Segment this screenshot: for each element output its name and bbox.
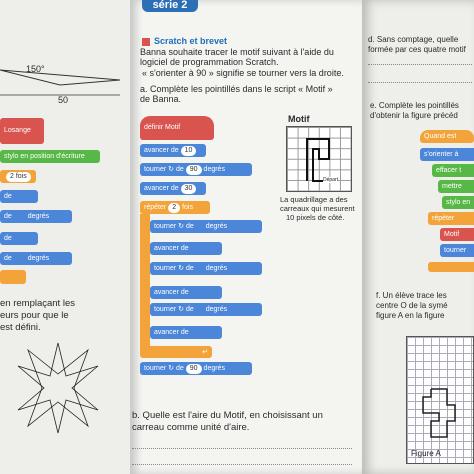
repeat-block [140, 201, 210, 214]
scratch-block: effacer t [432, 164, 474, 177]
value-pill: 2 fois [6, 172, 31, 182]
angle-label: 150° [26, 64, 45, 74]
scratch-text: est [446, 133, 457, 140]
scratch-block: tourner ↻ de 90 degrés [140, 362, 252, 375]
inner-block: tourner ↻ de degrés [150, 262, 262, 275]
inner-block [150, 242, 222, 255]
scratch-block [140, 144, 206, 157]
bullet-line: « s'orienter à 90 » signifie se tourner vers la droite. [142, 68, 344, 78]
motif-path [287, 127, 351, 191]
question-d-line: d. Sans comptage, quelle [368, 35, 459, 44]
scratch-text: degrés [205, 223, 228, 230]
inner-block: tourner ↻ de degrés [150, 220, 262, 233]
scratch-block [0, 252, 72, 265]
question-f-line: figure A en la figure [376, 311, 445, 320]
answer-line [132, 448, 352, 449]
intro-line: Banna souhaite tracer le motif suivant à l'aide du [140, 47, 334, 57]
scratch-block: de [0, 232, 38, 245]
scratch-text: de [4, 213, 12, 220]
exercise-title: Scratch et brevet [154, 36, 228, 46]
answer-line [368, 82, 472, 83]
scratch-text: degrés [203, 365, 225, 372]
scratch-text: de [185, 265, 194, 272]
value-pill: 10 [181, 146, 197, 156]
define-block: définir Motif [140, 116, 214, 140]
scratch-text: de [175, 166, 184, 173]
middle-page [130, 0, 362, 474]
scratch-text: avancer de [154, 289, 189, 296]
scratch-text: avancer de [144, 147, 179, 154]
scratch-text: degrés [203, 166, 225, 173]
scratch-block: de [0, 190, 38, 203]
scratch-block [140, 182, 206, 195]
question-e-line: d'obtenir la figure précéd [370, 111, 458, 120]
figure-a-shape [407, 337, 473, 463]
scratch-text: répéter [144, 204, 167, 211]
figure-a-label: Figure A [411, 449, 441, 458]
left-page [0, 0, 130, 474]
grid-caption: 10 pixels de côté. [286, 213, 345, 222]
scratch-block-end [428, 262, 474, 272]
figure-grid [406, 336, 474, 464]
question-f-line: f. Un élève trace les [376, 291, 447, 300]
scratch-block [0, 210, 72, 223]
question-b-line: b. Quelle est l'aire du Motif, en choisissant un [132, 410, 323, 421]
scratch-block: tourner ↻ de 90 degrés [140, 163, 252, 176]
left-text-line: en remplaçant les [0, 298, 75, 309]
series-tab [142, 0, 198, 12]
question-a-line: de Banna. [140, 94, 182, 104]
scratch-text: tourner [144, 365, 167, 372]
repeat-arm [140, 214, 150, 354]
grid-caption: carreaux qui mesurent [280, 204, 355, 213]
scratch-text: de [185, 223, 194, 230]
scratch-block: Losange [0, 118, 44, 144]
scratch-block: stylo en [442, 196, 474, 209]
scratch-block: répéter [428, 212, 474, 225]
repeat-end: ↵ [140, 346, 212, 358]
grid-caption: La quadrillage a des [280, 195, 348, 204]
value-pill: 30 [181, 184, 197, 194]
scratch-text: avancer de [144, 185, 179, 192]
scratch-text: avancer de [154, 245, 189, 252]
scratch-text: degrés [205, 306, 228, 313]
scratch-block [420, 130, 474, 143]
question-e-line: e. Complète les pointillés [370, 101, 459, 110]
scratch-text: avancer de [154, 329, 189, 336]
left-text-line: est défini. [0, 322, 41, 333]
scratch-text: Quand [424, 133, 446, 140]
depart-label: Départ [323, 177, 339, 183]
scratch-text: degrés [27, 255, 50, 262]
right-page [362, 0, 474, 474]
question-a-line: a. Complète les pointillés dans le script « Motif » [140, 84, 333, 94]
scratch-block: stylo en position d'écriture [0, 150, 100, 163]
scratch-text: fois [182, 204, 193, 211]
value-pill: 90 [186, 165, 202, 175]
scratch-block: mettre [438, 180, 474, 193]
inner-block: tourner ↻ de degrés [150, 303, 262, 316]
scratch-text: tourner [154, 223, 177, 230]
left-text-line: eurs pour que le [0, 310, 69, 321]
scratch-block: s'orienter à [420, 148, 474, 161]
scratch-block-end [0, 270, 26, 284]
scratch-block: Motif [440, 228, 474, 241]
motif-grid [286, 126, 352, 192]
question-b-line: carreau comme unité d'aire. [132, 422, 250, 433]
answer-line [132, 464, 352, 465]
motif-label: Motif [288, 114, 310, 124]
scratch-block: tourner [440, 244, 474, 257]
intro-line: logiciel de programmation Scratch. [140, 57, 279, 67]
answer-line [368, 64, 472, 65]
inner-block [150, 286, 222, 299]
scratch-block [0, 170, 36, 183]
star-figure [8, 338, 108, 438]
scratch-text: tourner [144, 166, 167, 173]
question-d-line: formée par ces quatre motif [368, 45, 466, 54]
inner-block [150, 326, 222, 339]
scratch-text: tourner [154, 265, 177, 272]
scratch-text: de [4, 255, 12, 262]
exercise-number-icon [142, 38, 150, 46]
scratch-text: degrés [205, 265, 228, 272]
series-tab-label: série 2 [152, 0, 188, 11]
scratch-text: tourner [154, 306, 177, 313]
value-pill: 90 [186, 364, 202, 374]
scratch-text: degrés [27, 213, 50, 220]
length-label: 50 [58, 95, 69, 105]
value-pill: 2 [168, 203, 180, 213]
question-f-line: centre O de la symé [376, 301, 448, 310]
scratch-text: de [175, 365, 184, 372]
scratch-text: de [185, 306, 194, 313]
